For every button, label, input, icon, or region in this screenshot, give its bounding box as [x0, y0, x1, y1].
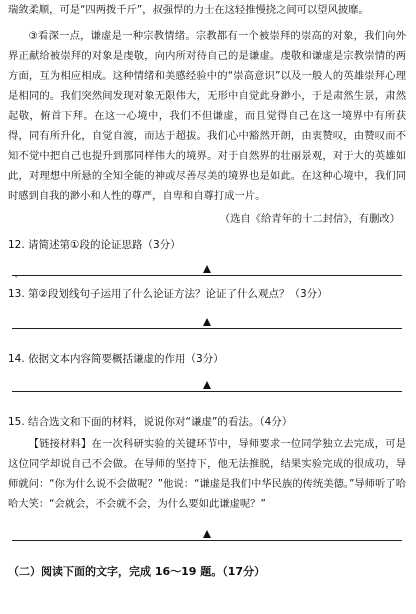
question-13: 13. 第②段划线句子运用了什么论证方法？论证了什么观点？（3分）	[8, 288, 328, 300]
answer-line-15[interactable]	[12, 514, 402, 541]
passage-source: （选自《给青年的十二封信》，有删改）	[219, 213, 400, 225]
answer-line-12[interactable]	[12, 253, 402, 276]
question-15: 15. 结合选文和下面的材料，说说你对“谦虚”的看法。（4分）	[8, 416, 293, 428]
passage-top-line: 瑞敛柔顺，可是“四两拨千斤”，叔强悍的力士在这轻推慢挠之间可以望风披靡。	[8, 4, 369, 16]
passage-paragraph-3: ③看深一点，谦虚是一种宗教情绪。宗教都有一个被崇拜的崇高的对象，我们向外界正献给被崇拜的对象是虔敬，向内所对待自己的是谦虚。虔敬和谦虚是宗教崇情的两方面，互为相应相成。这种情绪和美感经验中的“崇高意识”以及一般人的英雄崇拜心理是相同的。我们突然间发现对象无限伟大，无形中自觉此身渺小，于是肃然生景，肃然起敬，俯首下拜。在这一心境中，我们不但谦虚，而且觉得自己在这一境界中有所获得，同有所升化，自觉自渡，而达于超拔。我们心中豁然开朗，由衷赞叹，由赞叹而不知不觉中把自己也提升到那同样伟大的境界。对于自然界的壮丽景观，对于大的英雄如此，对理想中所悬的全知全能的神或尽善尽美的境界也是如此。在这种心境中，我们同时感到自我的渺小和人性的尊严，自卑和自尊打成一片。	[8, 30, 406, 202]
section-heading: （二）阅读下面的文字，完成 16～19 题。（17分）	[8, 565, 266, 578]
question-14: 14. 依据文本内容简要概括谦虚的作用（3分）	[8, 353, 224, 365]
answer-line-13[interactable]	[12, 302, 402, 329]
linked-material: 【链接材料】在一次科研实验的关键环节中，导师要求一位同学独立去完成，可是这位同学却说自己不会做。在导师的坚持下，他无法推脱，结果实验完成的很成功，导师就问：“你为什么说不会做呢？”他说：“谦虚是我们中华民族的传统美德。”导师听了哈哈大笑：“会就会，不会就不会，为什么要如此谦虚呢？”	[8, 438, 406, 510]
answer-triangle-icon	[203, 530, 211, 538]
answer-triangle-icon	[203, 265, 211, 273]
answer-triangle-icon	[203, 318, 211, 326]
answer-triangle-icon	[203, 381, 211, 389]
answer-line-14[interactable]	[12, 367, 402, 392]
question-12: 12. 请简述第①段的论证思路（3分）	[8, 239, 181, 251]
stray-mark: ˇ	[14, 276, 19, 286]
